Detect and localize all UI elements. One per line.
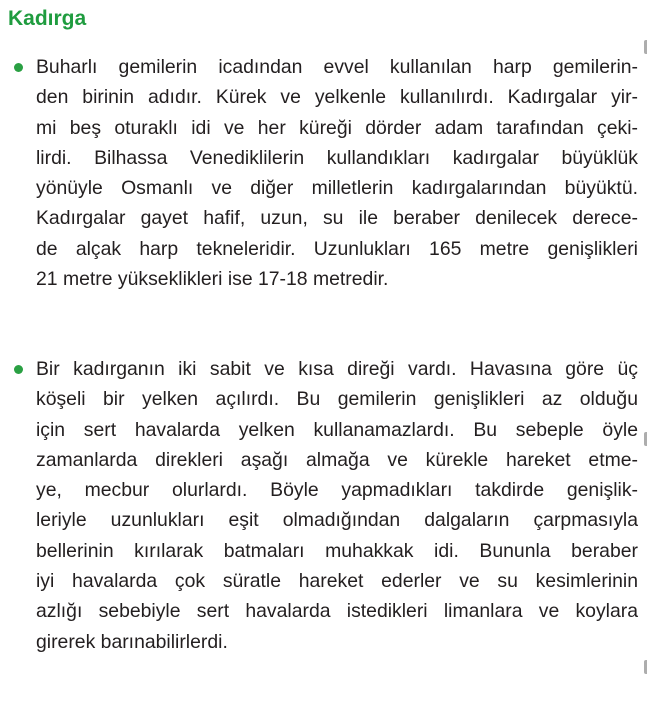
text-line: köşeli bir yelken açılırdı. Bu gemilerin genişlikleri az olduğu [36,388,638,411]
bullet-dot-icon [14,365,23,374]
text-line: leriyle uzunlukları eşit olmadığından dalgaların çarpmasıyla [36,509,638,532]
text-line: Kadırgalar gayet hafif, uzun, su ile beraber denilecek derece- [36,207,638,230]
text-line: mi beş oturaklı idi ve her küreği dörder adam tarafından çeki- [36,116,638,139]
text-line: 21 metre yükseklikleri ise 17-18 metredir. [36,268,389,291]
text-line: iyi havalarda çok süratle hareket ederler ve su kesimlerinin [36,570,638,593]
bullet-dot-icon [14,63,23,72]
text-line: zamanlarda direkleri aşağı almağa ve kürekle hareket etme- [36,448,638,471]
paragraph-1 [36,52,638,294]
text-line: Bir kadırganın iki sabit ve kısa direği vardı. Havasına göre üç [36,358,638,380]
text-line: den birinin adıdır. Kürek ve yelkenle kullanılırdı. Kadırgalar yir- [36,86,638,109]
text-line: ye, mecbur olurlardı. Böyle yapmadıkları takdirde genişlik- [36,479,638,502]
text-line: için sert havalarda yelken kullanamazlardı. Bu sebeple öyle [36,418,638,441]
text-line: Buharlı gemilerin icadından evvel kullanılan harp gemilerin- [36,56,638,78]
section-title: Kadırga [8,7,87,30]
text-line: lirdi. Bilhassa Venediklilerin kullandıkları kadırgalar büyüklük [36,146,638,169]
text-line: yönüyle Osmanlı ve diğer milletlerin kadırgalarından büyüktü. [36,177,638,200]
text-line: girerek barınabilirlerdi. [36,630,228,653]
text-line: de alçak harp tekneleridir. Uzunlukları 165 metre genişlikleri [36,237,638,260]
text-line: azlığı sebebiyle sert havalarda istedikleri limanlara ve koylara [36,600,638,623]
paragraph-2 [36,354,638,657]
text-line: bellerinin kırılarak batmaları muhakkak idi. Bununla beraber [36,539,638,562]
